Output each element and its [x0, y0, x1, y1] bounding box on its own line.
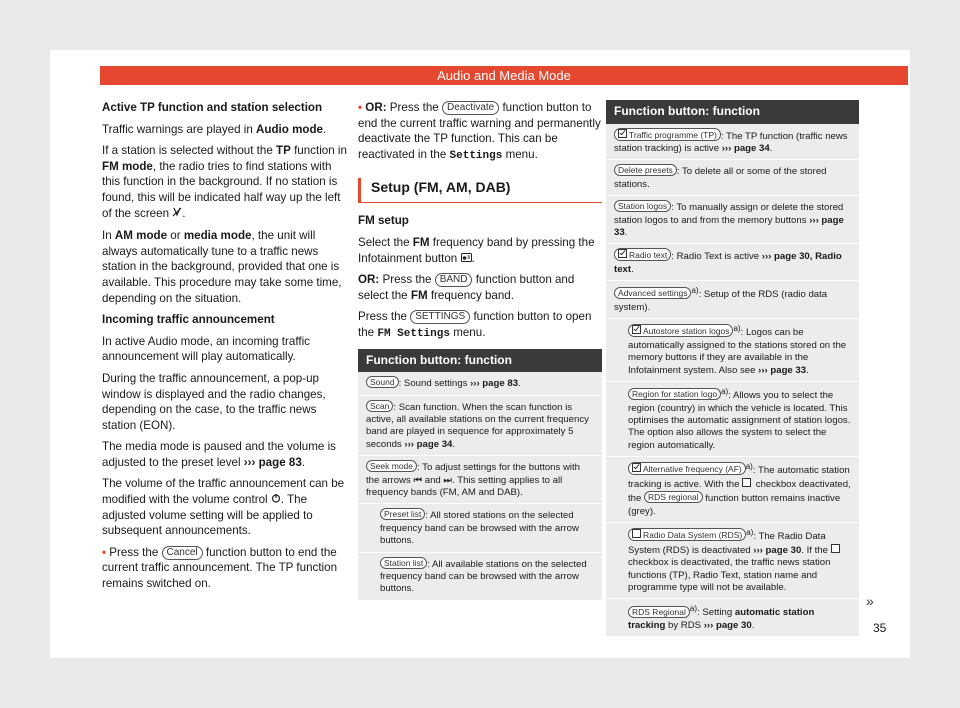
scan-button[interactable]: Scan — [366, 400, 393, 412]
paragraph: In AM mode or media mode, the unit will always automatically tune to a traffic news station in the background, provided that one is available. This procedure may take some time, depending on the situation. — [102, 229, 342, 305]
checkbox-checked-icon — [618, 249, 627, 258]
checkbox-empty-icon — [831, 544, 840, 553]
paragraph: If a station is selected without the TP function in FM mode, the radio tries to find stations with this function in the background. If no station is found, this will be indicated half way up the left of the screen . — [102, 143, 348, 222]
checkbox-checked-icon — [618, 129, 627, 138]
table-row: Radio Data System (RDS) $^{a)}$: The Radio Data System (RDS) is deactivated ››› page 30. If the checkbox is deactivated, the traffic news station functions (TP), Radio Text, station name and programme type will not be available. — [606, 523, 859, 599]
function-table-header: Function button: function — [358, 349, 602, 373]
paragraph: Press the SETTINGS function button to open the FM Settings menu. — [358, 310, 592, 340]
radio-text-button[interactable]: Radio text — [614, 248, 671, 261]
section-title: Setup (FM, AM, DAB) — [358, 178, 602, 203]
paragraph: • OR: Press the Deactivate function button to end the current traffic warning and permanently deactivate the TP function. This can be reactivated in the Settings menu. — [358, 101, 601, 162]
bullet-icon: • — [358, 101, 363, 114]
seek-mode-button[interactable]: Seek mode — [366, 460, 417, 472]
paragraph: In active Audio mode, an incoming traffic announcement will play automatically. — [102, 334, 310, 364]
table-row: RDS Regional $^{a)}$: Setting automatic station tracking by RDS ››› page 30. — [606, 599, 859, 637]
column-right — [606, 100, 859, 637]
paragraph: • Press the Cancel function button to end the current traffic announcement. The TP function remains switched on. — [102, 545, 338, 591]
table-row: Delete presets : To delete all or some of the stored stations. — [606, 160, 859, 196]
table-row: Radio text : Radio Text is active ››› page 30, Radio text. — [606, 244, 859, 281]
table-row: Preset list : All stored stations on the selected frequency band can be browsed with the arrow buttons. — [358, 504, 602, 552]
radio-button-icon — [461, 252, 472, 265]
continue-icon: » — [866, 593, 874, 609]
delete-presets-button[interactable]: Delete presets — [614, 164, 677, 176]
settings-button[interactable]: SETTINGS — [410, 310, 470, 324]
rds-regional-button[interactable]: RDS Regional — [628, 606, 690, 618]
volume-knob-icon — [271, 493, 281, 506]
function-table — [358, 372, 602, 601]
column-left — [102, 100, 348, 598]
band-button[interactable]: BAND — [435, 273, 473, 287]
alternative-frequency-button[interactable]: Alternative frequency (AF) — [628, 462, 746, 475]
autostore-logos-button[interactable]: Autostore station logos — [628, 324, 733, 337]
region-logo-button[interactable]: Region for station logo — [628, 388, 721, 400]
station-logos-button[interactable]: Station logos — [614, 200, 671, 212]
checkbox-checked-icon — [632, 463, 641, 472]
paragraph: OR: Press the BAND function button and select the FM frequency band. — [358, 273, 575, 302]
heading-fm: FM setup — [358, 214, 409, 228]
function-table — [606, 124, 859, 638]
sound-button[interactable]: Sound — [366, 376, 399, 388]
table-row: Autostore station logos $^{a)}$: Logos can be automatically assigned to the stations stored on the memory buttons if they are available in the Infotainment system. Also see ››› page 33. — [606, 319, 859, 382]
advanced-settings-button[interactable]: Advanced settings — [614, 287, 691, 299]
page — [50, 50, 910, 658]
paragraph: During the traffic announcement, a pop-up window is displayed and the radio changes, depending on the case, to the traffic news station (EON). — [102, 371, 326, 432]
preset-list-button[interactable]: Preset list — [380, 508, 425, 520]
table-row: Scan : Scan function. When the scan function is active, all available stations on the current frequency band are played in sequence for approximately 5 seconds ››› page 34. — [358, 396, 602, 457]
rds-regional-button[interactable]: RDS regional — [644, 491, 703, 503]
page-header: Audio and Media Mode — [100, 66, 908, 85]
checkbox-empty-icon — [742, 478, 751, 487]
table-row: Alternative frequency (AF) $^{a)}$: The automatic station tracking is active. With the checkbox deactivated, the RDS regional function button remains inactive (grey). — [606, 457, 859, 523]
heading-tp: Active TP function and station selection — [102, 101, 323, 114]
table-row: Station logos : To manually assign or delete the stored station logos to and from the memory buttons ››› page 33. — [606, 196, 859, 244]
table-row: Region for station logo $^{a)}$: Allows you to select the region (country) in which the vehicle is located. This optimises the automatic assignment of station logos. The option also allows the system to select the region automatically. — [606, 382, 859, 457]
page-number: 35 — [873, 621, 887, 635]
checkbox-empty-icon — [632, 529, 641, 538]
table-row: Advanced settings $^{a)}$: Setup of the RDS (radio data system). — [606, 281, 859, 319]
column-middle — [358, 100, 602, 601]
paragraph: Select the FM frequency band by pressing the Infotainment button . — [358, 235, 595, 265]
bullet-icon: • — [102, 545, 107, 559]
paragraph: Traffic warnings are played in Audio mode. — [102, 122, 327, 136]
cancel-button[interactable]: Cancel — [162, 546, 203, 560]
deactivate-button[interactable]: Deactivate — [442, 101, 499, 115]
heading-incoming: Incoming traffic announcement — [102, 313, 275, 327]
table-row: Seek mode : To adjust settings for the buttons with the arrows ⏮ and ⏭. This setting applies to all frequency bands (FM, AM and DAB). — [358, 456, 602, 504]
function-table-header: Function button: function — [606, 100, 859, 124]
rds-button[interactable]: Radio Data System (RDS) — [628, 528, 746, 541]
traffic-programme-button[interactable]: Traffic programme (TP) — [614, 128, 721, 141]
table-row: Station list : All available stations on the selected frequency band can be browsed with the arrow buttons. — [358, 553, 602, 601]
table-row: Traffic programme (TP) : The TP function (traffic news station tracking) is active ››› page 34. — [606, 124, 859, 161]
checkbox-checked-icon — [632, 325, 641, 334]
paragraph: The volume of the traffic announcement can be modified with the volume control . The adjusted volume setting will be applied to subsequent announcements. — [102, 477, 345, 538]
station-list-button[interactable]: Station list — [380, 557, 427, 569]
table-row: Sound : Sound settings ››› page 83. — [358, 372, 602, 395]
tp-off-icon — [172, 207, 182, 223]
paragraph: The media mode is paused and the volume is adjusted to the preset level ››› page 83. — [102, 440, 336, 469]
